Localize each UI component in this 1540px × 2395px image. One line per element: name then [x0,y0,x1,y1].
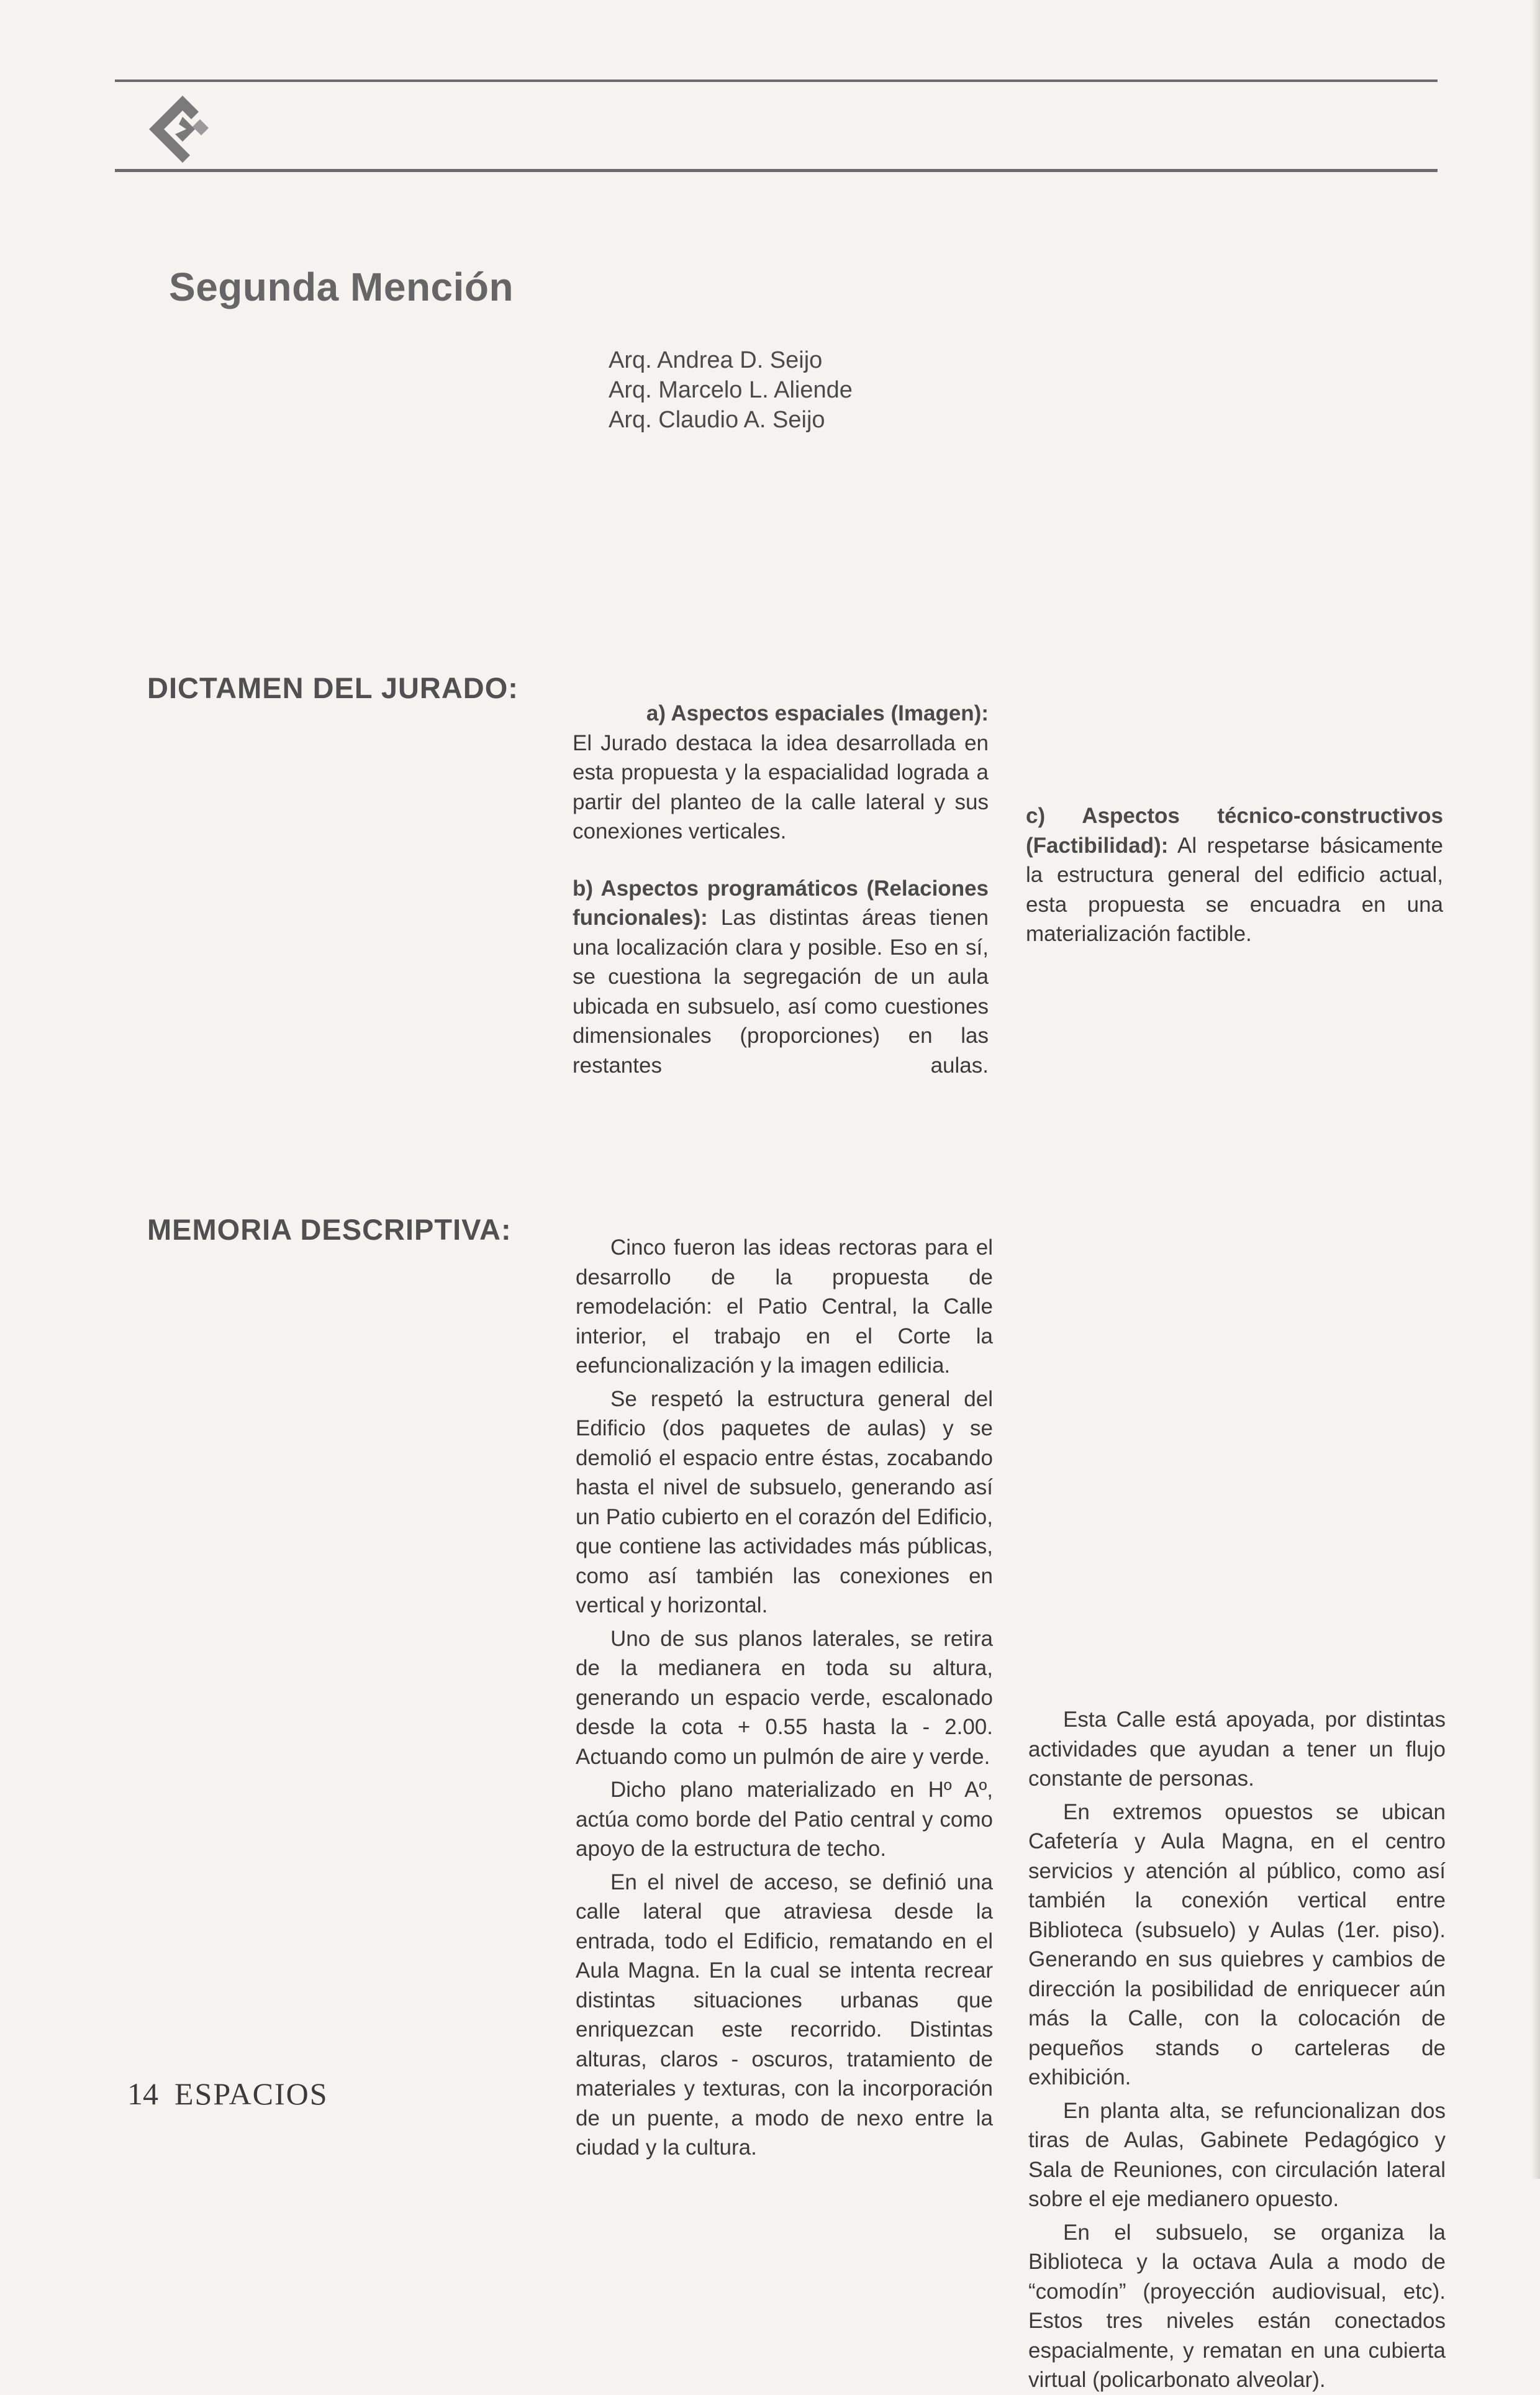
dictamen-heading: DICTAMEN DEL JURADO: [147,671,519,704]
memoria-heading: MEMORIA DESCRIPTIVA: [147,1213,512,1246]
page-footer [127,2076,328,2112]
dictamen-a-heading: a) Aspectos espaciales (Imagen): [646,701,989,725]
memoria-paragraph: En el subsuelo, se organiza la Biblioteca y la octava Aula a modo de “comodín” (proyección audiovisual, etc). Estos tres niveles están conectados espacialmente, y rematan en una cubierta virtual (policarbonato alveolar). [1028,2220,1446,2392]
header-rule-bottom [115,169,1438,172]
memoria-column-left [576,1233,993,2163]
page-number: 14 [127,2076,158,2111]
dictamen-c-heading: c) Aspectos técnico-constructivos (Factibilidad): [1026,804,1443,858]
memoria-paragraph: Dicho plano materializado en Hº Aº, actúa como borde del Patio central y como apoyo de la estructura de techo. [576,1778,993,1861]
memoria-paragraph: En planta alta, se refuncionalizan dos tiras de Aulas, Gabinete Pedagógico y Sala de Reuniones, con circulación lateral sobre el eje medianero opuesto. [1028,2098,1446,2211]
author-name: Arq. Andrea D. Seijo [609,347,823,373]
memoria-paragraph: Se respetó la estructura general del Edificio (dos paquetes de aulas) y se demolió el espacio entre éstas, zocabando hasta el nivel de subsuelo, generando así un Patio cubierto en el corazón del Edificio, que contiene las actividades más públicas, como así también las conexiones en vertical y horizontal. [576,1386,993,1617]
dictamen-b-heading: b) Aspectos programáticos (Relaciones funcionales): [573,876,989,930]
dictamen-column-left [573,699,989,1080]
memoria-paragraph: Esta Calle está apoyada, por distintas actividades que ayudan a tener un flujo constante de personas. [1028,1707,1446,1791]
diamond-chevron-logo-icon [147,93,227,165]
dictamen-b-body: Las distintas áreas tienen una localización clara y posible. Eso en sí, se cuestiona la segregación de un aula ubicada en subsuelo, así como cuestiones dimensionales (proporciones) en las restantes aulas. [573,906,989,1078]
magazine-name: ESPACIOS [174,2076,328,2111]
memoria-paragraph: En extremos opuestos se ubican Cafetería y Aula Magna, en el centro servicios y atención al público, como así también la conexión vertical entre Biblioteca (subsuelo) y Aulas (1er. piso). Generando en sus quiebres y cambios de dirección la posibilidad de enriquecer aún más la Calle, con la colocación de pequeños stands o carteleras de exhibición. [1028,1799,1446,2089]
memoria-paragraph: Uno de sus planos laterales, se retira de la medianera en toda su altura, generando un espacio verde, escalonado desde la cota + 0.55 hasta la - 2.00. Actuando como un pulmón de aire y verde. [576,1626,993,1769]
dictamen-column-right [1026,699,1443,949]
dictamen-c-body: Al respetarse básicamente la estructura general del edificio actual, esta propuesta se encuadra en una materialización factible. [1026,833,1443,946]
header-rule-top [115,80,1438,82]
author-list [609,345,853,435]
memoria-paragraph: Cinco fueron las ideas rectoras para el desarrollo de la propuesta de remodelación: el Patio Central, la Calle interior, el trabajo en el Corte la eefuncionalización y la imagen edilicia. [576,1235,993,1378]
page-title: Segunda Mención [169,265,514,309]
author-name: Arq. Marcelo L. Aliende [609,377,853,403]
memoria-column-right [1028,1705,1446,2395]
author-name: Arq. Claudio A. Seijo [609,407,825,433]
memoria-paragraph: En el nivel de acceso, se definió una calle lateral que atraviesa desde la entrada, todo el Edificio, rematando en el Aula Magna. En la cual se intenta recrear distintas situaciones urbanas que enriquezcan este recorrido. Distintas alturas, claros - oscuros, tratamiento de materiales y texturas, con la incorporación de un puente, a modo de nexo entre la ciudad y la cultura. [576,1870,993,2160]
page-edge-shadow [1531,0,1540,2179]
dictamen-a-body: El Jurado destaca la idea desarrollada en esta propuesta y la espacialidad lograda a partir del planteo de la calle lateral y sus conexiones verticales. [573,730,989,843]
